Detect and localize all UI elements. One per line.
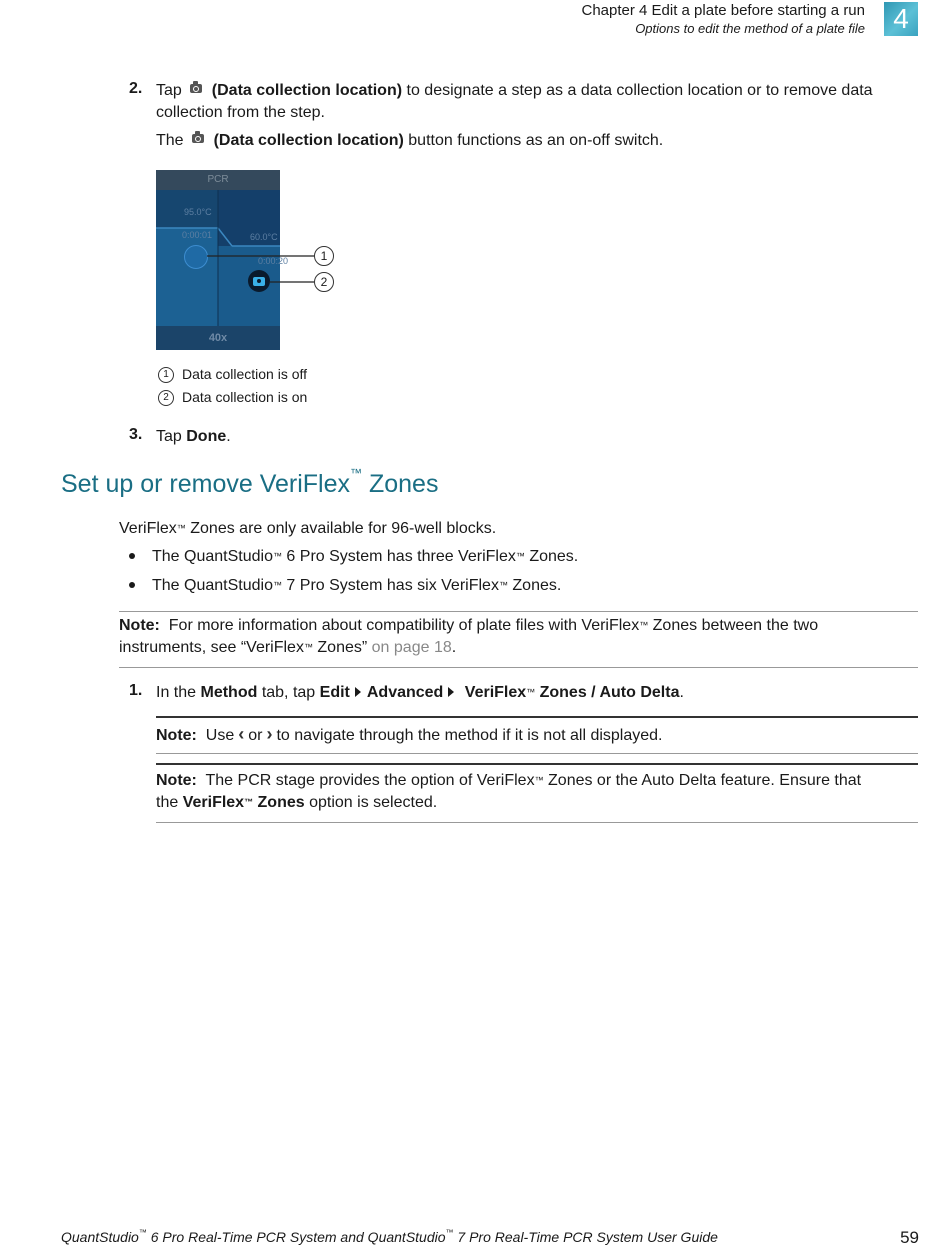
step-number: 2.	[129, 80, 143, 97]
chevron-right-icon: ›	[266, 724, 273, 744]
step-number: 3.	[129, 426, 143, 443]
camera-icon	[190, 84, 202, 93]
note-rule-top	[156, 716, 918, 718]
section-heading: Set up or remove VeriFlex™ Zones	[61, 466, 439, 498]
time-step2: 0:00:20	[258, 256, 289, 266]
menu-arrow-icon	[448, 687, 454, 697]
running-footer: QuantStudio™ 6 Pro Real-Time PCR System and QuantStudio™ 7 Pro Real-Time PCR System User Guide	[61, 1228, 718, 1245]
intro-text: VeriFlex™ Zones are only available for 96-well blocks.	[119, 520, 497, 537]
time-step1: 0:00:01	[182, 230, 213, 240]
bullet-marker	[129, 582, 135, 588]
note-pcr-stage: Note: The PCR stage provides the option of VeriFlex™ Zones or the Auto Delta feature. Ensure that the VeriFlex™ Zones option is selected.	[156, 772, 862, 811]
running-header-section: Options to edit the method of a plate file	[635, 21, 865, 36]
callout-1: 1	[314, 246, 334, 266]
camera-icon	[192, 134, 204, 143]
temp-step2: 60.0°C	[250, 232, 278, 242]
bullet-item: The QuantStudio™ 6 Pro System has three VeriFlex™ Zones.	[152, 548, 579, 565]
note-navigate: Note: Use ‹ or › to navigate through the method if it is not all displayed.	[156, 724, 663, 744]
chapter-badge: 4	[884, 2, 918, 36]
step-number: 1.	[129, 682, 143, 699]
bullet-item: The QuantStudio™ 7 Pro System has six VeriFlex™ Zones.	[152, 577, 562, 594]
callout-2: 2	[314, 272, 334, 292]
legend-item: 2 Data collection is on	[158, 389, 307, 406]
step3-text: Tap Done.	[156, 428, 231, 445]
page-number: 59	[900, 1228, 919, 1247]
note-rule-bottom	[156, 753, 918, 754]
note-rule-top	[119, 611, 918, 612]
step2-switch-text: The (Data collection location) button functions as an on-off switch.	[156, 132, 664, 149]
menu-arrow-icon	[355, 687, 361, 697]
note-rule-bottom	[156, 822, 918, 823]
note-rule-bottom	[119, 667, 918, 668]
stage-label: PCR	[156, 170, 280, 190]
callout-lines	[190, 245, 320, 295]
bullet-marker	[129, 553, 135, 559]
cycle-count: 40x	[156, 326, 280, 350]
step1-text: In the Method tab, tap Edit Advanced VeriFlex™ Zones / Auto Delta.	[156, 684, 684, 701]
chevron-left-icon: ‹	[238, 724, 245, 744]
page-link[interactable]: on page 18	[371, 639, 452, 656]
legend-item: 1 Data collection is off	[158, 366, 307, 383]
temp-step1: 95.0°C	[184, 207, 212, 217]
note-compatibility: Note: For more information about compatibility of plate files with VeriFlex™ Zones between the two instruments, see “VeriFlex™ Zones” on page 18.	[119, 617, 819, 656]
step2-text: Tap (Data collection location) to designate a step as a data collection location or to remove data collection from the step.	[156, 82, 873, 121]
note-rule-top	[156, 763, 918, 765]
running-header-chapter: Chapter 4 Edit a plate before starting a run	[581, 2, 865, 19]
